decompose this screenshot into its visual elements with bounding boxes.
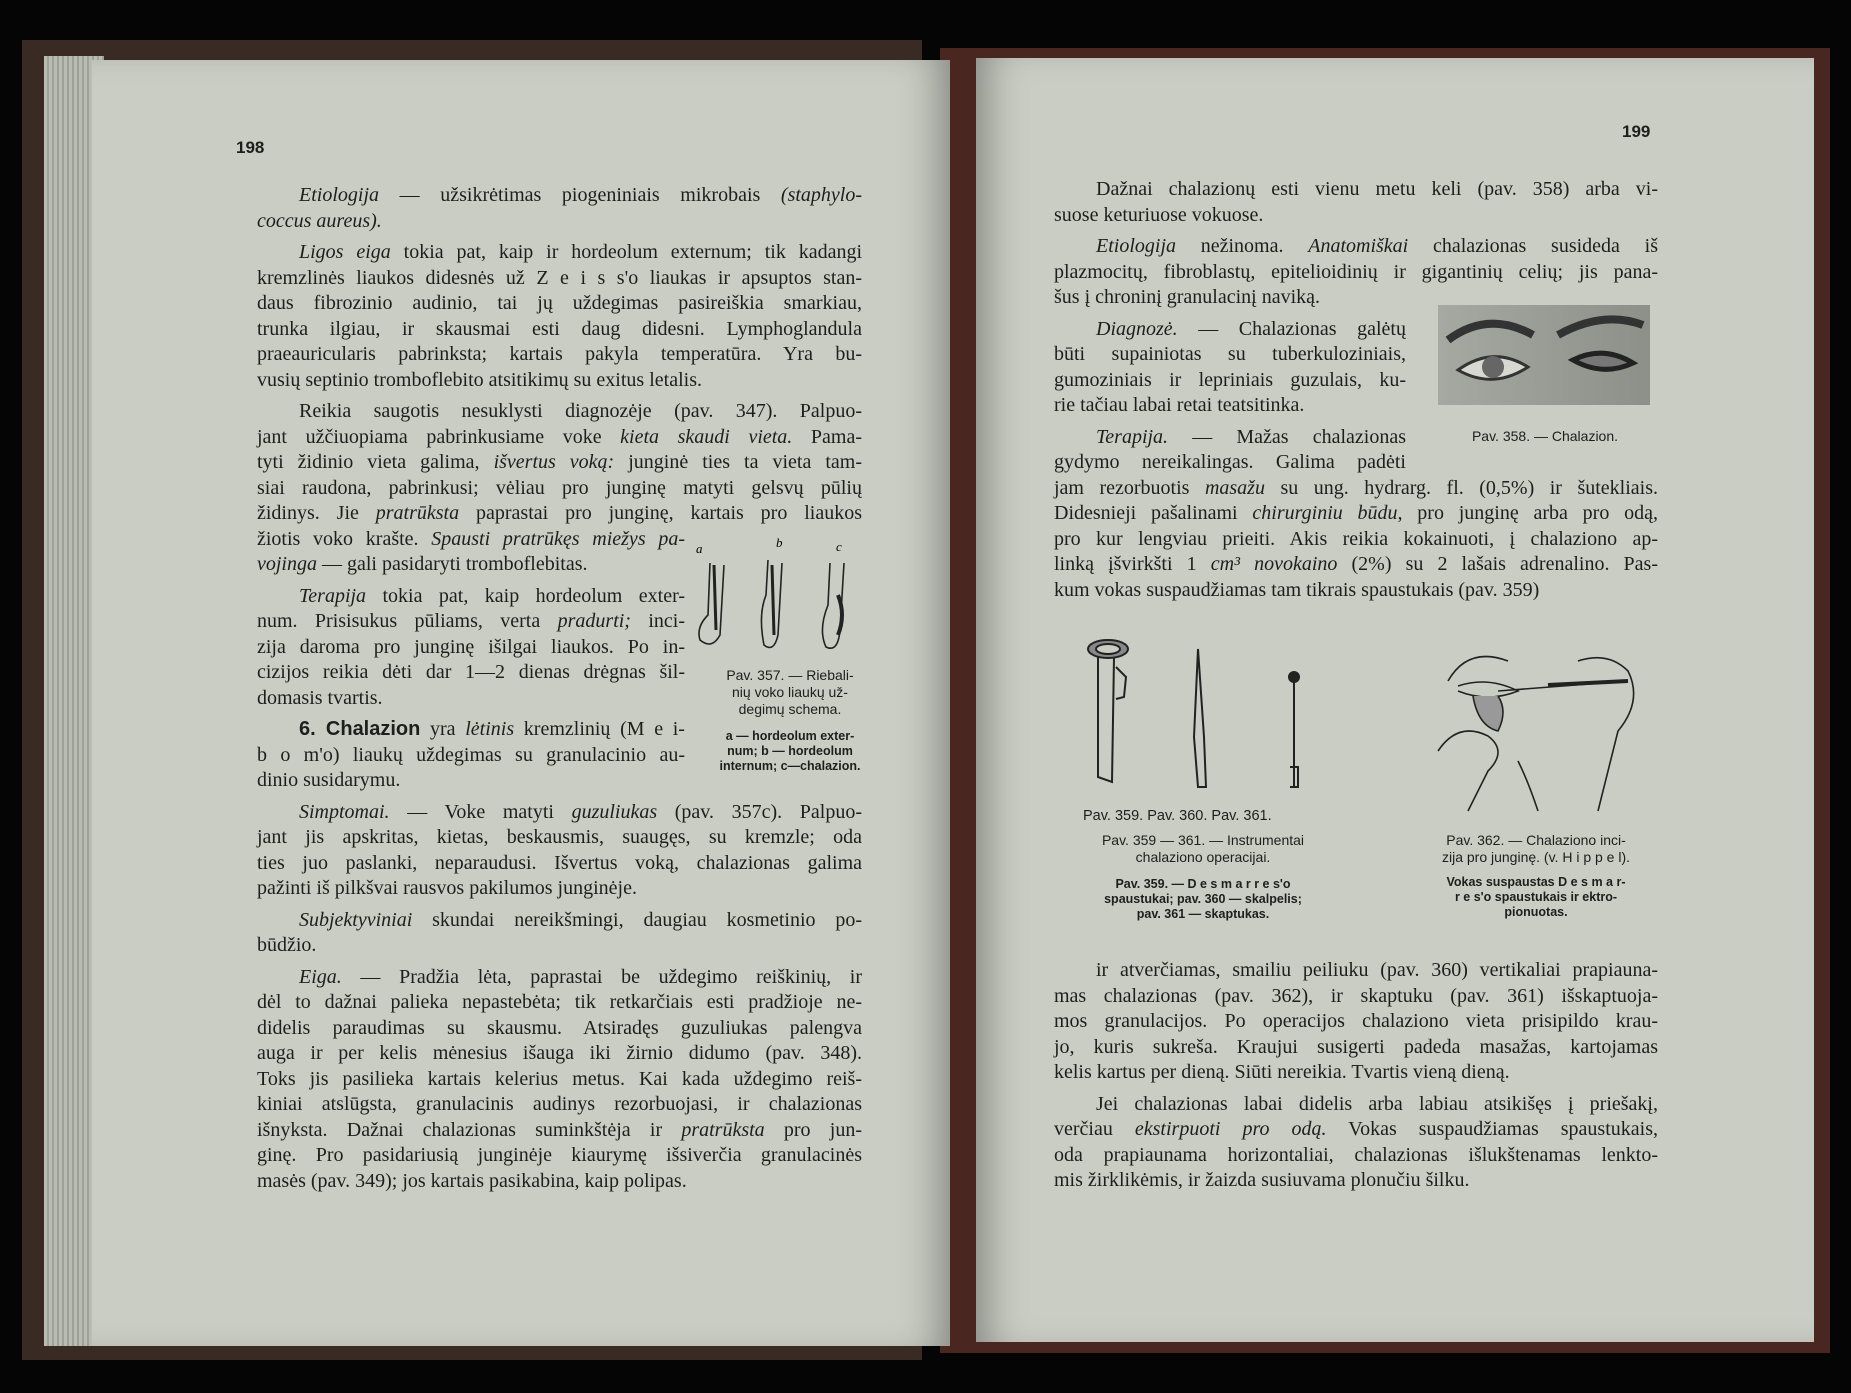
text-line xyxy=(1054,1060,1658,1086)
paragraph xyxy=(1054,958,1658,1086)
text-line xyxy=(1054,425,1406,451)
text-run: didelis paraudimas su skausmu. Atsiradęs guzuliukas palengva xyxy=(257,1016,862,1039)
paragraph xyxy=(1054,177,1658,228)
text-run: Vokas suspaudžiamas spaustukais, xyxy=(1326,1118,1658,1140)
text-run: junginė ties ta vieta tam- xyxy=(614,451,862,473)
text-line xyxy=(257,686,685,712)
figures-359-361-instruments xyxy=(1086,637,1312,789)
text-run: tokia pat, kaip ir hordeolum externum; tik kadangi xyxy=(390,241,862,263)
caption-line: Pav. 359 — 361. — Instrumentai xyxy=(1101,832,1305,848)
text-line xyxy=(257,266,862,292)
text-run: — Chalazionas galėtų xyxy=(1177,317,1406,340)
caption-line: degimų schema. xyxy=(738,701,842,717)
text-line xyxy=(257,183,862,209)
text-run: būdžio. xyxy=(257,934,317,956)
italic-text: ekstirpuoti pro odą. xyxy=(1134,1118,1327,1140)
text-run: dinio susidarymu. xyxy=(257,769,401,791)
text-run: gumoziniais ir lepriniais guzulais, ku- xyxy=(1054,368,1406,391)
text-run: kelis kartus per dieną. Siūti nereikia. Tvartis vieną dieną. xyxy=(1054,1061,1510,1083)
text-line xyxy=(257,1092,862,1118)
legend-line: r e s'o spaustukais ir ektro- xyxy=(1454,890,1618,904)
text-run: trunka ilgiau, ir skausmai esti daug didesni. Lymphoglandula xyxy=(257,317,862,340)
legend-line: a — hordeolum exter- xyxy=(725,729,855,743)
text-run: zija daroma pro junginę išilgai liaukos. Po in- xyxy=(257,635,685,658)
italic-text: cm³ novokaino xyxy=(1210,553,1338,575)
italic-text: išvertus voką: xyxy=(493,451,615,473)
paragraph xyxy=(257,240,862,393)
figure-362-legend xyxy=(1422,875,1650,920)
text-line xyxy=(1054,1143,1658,1169)
text-run: praeauricularis pabrinksta; kartais pakyla temperatūra. Yra bu- xyxy=(257,343,862,365)
text-run: pro junginę arba pro odą, xyxy=(1402,502,1658,524)
figures-359-361-caption xyxy=(1083,832,1323,866)
bold-text: 6. Chalazion xyxy=(299,718,421,740)
text-line xyxy=(257,584,685,610)
text-line xyxy=(257,876,862,902)
text-run: išnyksta. Dažnai chalazionas suminkštėja ir xyxy=(257,1118,682,1141)
italic-text: kieta skaudi vieta. xyxy=(620,425,793,448)
text-line xyxy=(257,1118,862,1144)
text-run: Reikia saugotis nesuklysti diagnozėje (pav. 347). Palpuo- xyxy=(299,400,862,422)
text-line xyxy=(257,1143,862,1169)
text-run: mis žirklikėmis, ir žaizda susiuvama plonučiu šilku. xyxy=(1054,1169,1470,1191)
text-run: domasis tvartis. xyxy=(257,686,383,709)
text-run: — Mažas chalazionas xyxy=(1168,425,1406,448)
text-run: suose keturiuose vokuose. xyxy=(1054,203,1264,226)
text-line xyxy=(257,851,862,877)
text-run: oda prapiaunama horizontaliai, chalazionas išlukštenamas lenkto- xyxy=(1054,1143,1658,1166)
text-line xyxy=(1054,234,1658,260)
text-run: dėl to dažnai palieka nepastebėta; tik retkarčiais esti pradžioje ne- xyxy=(257,991,862,1013)
text-line xyxy=(257,609,685,635)
figure-357-caption xyxy=(710,667,870,718)
text-run: — gali pasidaryti tromboflebitas. xyxy=(317,553,588,575)
text-line xyxy=(257,717,685,743)
text-run: jo, kuris sukreša. Kraujui susigerti padeda masažas, kartojamas xyxy=(1054,1035,1658,1058)
paragraph xyxy=(1054,234,1658,311)
text-run: kremzlinių (M e i- xyxy=(514,718,685,740)
italic-text: Simptomai. xyxy=(299,800,390,823)
caption-line: chalaziono operacijai. xyxy=(1135,849,1271,865)
text-run: nežinoma. xyxy=(1176,235,1309,257)
text-run: mos granulacijos. Po operacijos chalaziono vieta prisipildo krau- xyxy=(1054,1010,1658,1032)
text-line xyxy=(1054,1117,1658,1143)
text-run: Toks jis pasilieka kartais kelerius metus. Kai kada uždegimo reiš- xyxy=(257,1067,862,1090)
text-run: jant jis apskritas, kietas, beskausmis, suaugęs, su kremzle; oda xyxy=(257,826,862,848)
text-run: židinys. Jie xyxy=(257,502,376,524)
text-line xyxy=(257,399,862,425)
text-run: — Pradžia lėta, paprastai be uždegimo reiškinių, ir xyxy=(341,965,862,988)
text-line xyxy=(1054,317,1406,343)
text-line xyxy=(1054,1168,1658,1194)
text-run: jant užčiuopiama pabrinkusiame voke xyxy=(257,425,621,448)
figure-362-incision-drawing xyxy=(1428,641,1654,813)
italic-text: Spausti pratrūkęs miežys pa- xyxy=(431,527,685,550)
text-line xyxy=(1054,1092,1658,1118)
text-run: pro jun- xyxy=(764,1118,862,1141)
text-line xyxy=(1054,342,1406,368)
text-run: plazmocitų, fibroblastų, epitelioidinių ir gigantinių celių; jis pana- xyxy=(1054,260,1658,283)
text-line xyxy=(257,425,862,451)
caption-line: Pav. 357. — Riebali- xyxy=(726,667,854,683)
text-line xyxy=(1054,984,1658,1010)
text-run: kiniai atslūgsta, granulacinis audinys rezorbuojasi, ir chalazionas xyxy=(257,1093,862,1115)
text-line xyxy=(1054,260,1658,286)
text-run: ties juo paslanki, neparaudusi. Išvertus voką, chalazionas galima xyxy=(257,851,862,874)
text-run: kremzlinės liaukos didesnės už Z e i s s'o liaukas ir apsuptos stan- xyxy=(257,266,862,289)
paragraph xyxy=(257,965,862,1195)
text-line xyxy=(257,291,862,317)
italic-text: Etiologija xyxy=(299,184,379,206)
text-line xyxy=(257,209,862,235)
text-line xyxy=(257,240,862,266)
figures-359-361-legend xyxy=(1083,877,1323,922)
text-run: (pav. 357c). Palpuo- xyxy=(657,800,862,823)
text-run: linką įšvirkšti 1 xyxy=(1054,553,1211,575)
text-run: žiotis voko krašte. xyxy=(257,527,432,550)
italic-text: coccus aureus). xyxy=(257,209,382,232)
text-line xyxy=(1054,450,1406,476)
figure-label-c: c xyxy=(836,539,842,554)
text-line xyxy=(1054,476,1658,502)
text-line xyxy=(257,908,862,934)
right-page-text-bottom xyxy=(1054,958,1658,1194)
paragraph xyxy=(1054,425,1658,604)
figure-357-gland-schema xyxy=(688,535,870,660)
figure-358-caption: Pav. 358. — Chalazion. xyxy=(1471,428,1619,444)
text-run: tokia pat, kaip hordeolum exter- xyxy=(366,584,685,607)
text-run: Didesnieji pašalinami xyxy=(1054,502,1253,524)
text-run: vusių septinio tromboflebito atsitikimų su exitus letalis. xyxy=(257,368,702,391)
text-run: pro kur lengviau prieiti. Akis reikia kokainuoti, į chalaziono ap- xyxy=(1054,527,1658,550)
text-line xyxy=(257,660,685,686)
italic-text: pratrūksta xyxy=(681,1118,765,1141)
page-number-left: 198 xyxy=(236,138,265,157)
text-run: mas chalazionas (pav. 362), ir skaptuku (pav. 361) išskaptuoja- xyxy=(1054,984,1658,1007)
text-line xyxy=(1054,578,1658,604)
text-line xyxy=(257,342,862,368)
legend-line: pav. 361 — skaptukas. xyxy=(1136,907,1270,921)
text-run: siai raudona, pabrinkusi; vėliau pro junginę matyti gelsvų pūlių xyxy=(257,476,862,499)
caption-line: Pav. 362. — Chalaziono inci- xyxy=(1446,832,1626,848)
text-line xyxy=(257,552,685,578)
text-line xyxy=(1054,552,1658,578)
text-run: daus fibrozinio audinio, tai jų uždegimas pasireiškia smarkiau, xyxy=(257,292,862,314)
text-line xyxy=(1054,368,1406,394)
italic-text: Terapija xyxy=(299,584,367,607)
text-run: paprastai pro junginę, kartais pro liaukos xyxy=(459,502,862,524)
text-line xyxy=(257,450,862,476)
text-line xyxy=(257,1016,862,1042)
text-line xyxy=(1054,527,1658,553)
text-run: — Voke matyti xyxy=(389,800,572,823)
text-run: inci- xyxy=(630,610,685,632)
text-run: šus į chroninį granulacinį naviką. xyxy=(1054,286,1321,308)
text-line xyxy=(257,1067,862,1093)
figure-label-b: b xyxy=(776,535,783,550)
figures-359-361-labels: Pav. 359. Pav. 360. Pav. 361. xyxy=(1083,808,1272,824)
text-run: num. Prisisukus pūliams, verta xyxy=(257,610,558,632)
figure-358-eye-photo xyxy=(1438,305,1650,405)
text-line xyxy=(257,768,685,794)
text-line xyxy=(257,501,862,527)
italic-text: (staphylo- xyxy=(780,184,862,206)
text-run: rie tačiau labai retai teatsitinka. xyxy=(1054,394,1305,416)
paragraph xyxy=(257,908,862,959)
text-run: ginę. Pro pasidariusią junginėje kiaurymę išsiverčia granulacinės xyxy=(257,1144,862,1166)
page-number-right: 199 xyxy=(1622,122,1651,141)
italic-text: Subjektyviniai xyxy=(299,908,413,931)
text-line xyxy=(1054,1035,1658,1061)
figure-362-caption xyxy=(1422,832,1650,866)
text-run: Jei chalazionas labai didelis arba labiau atsikišęs į priešakį, xyxy=(1096,1092,1658,1115)
italic-text: masažu xyxy=(1204,476,1265,499)
text-run: kum vokas suspaudžiamas tam tikrais spaustukais (pav. 359) xyxy=(1054,578,1540,601)
text-line xyxy=(257,933,862,959)
text-line xyxy=(257,800,862,826)
legend-line: Vokas suspaustas D e s m a r- xyxy=(1446,875,1626,889)
text-line xyxy=(257,476,862,502)
text-run: — užsikrėtimas piogeniniais mikrobais xyxy=(379,184,781,206)
paragraph xyxy=(1054,1092,1658,1194)
text-line xyxy=(1054,203,1658,229)
text-run: (2%) su 2 lašais adrenalino. Pas- xyxy=(1337,553,1658,575)
italic-text: Anatomiškai xyxy=(1308,235,1409,257)
legend-line: pionuotas. xyxy=(1504,905,1568,919)
text-line xyxy=(257,1041,862,1067)
italic-text: Terapija. xyxy=(1096,425,1169,448)
italic-text: lėtinis xyxy=(465,718,515,740)
text-line xyxy=(257,965,862,991)
italic-text: Etiologija xyxy=(1096,235,1176,257)
text-line xyxy=(1054,958,1658,984)
text-line xyxy=(1054,1009,1658,1035)
text-line xyxy=(1054,501,1658,527)
text-line xyxy=(257,527,685,553)
text-run: verčiau xyxy=(1054,1118,1135,1140)
text-run: su ung. hydrarg. fl. (0,5%) ir šutekliais. xyxy=(1264,476,1658,499)
text-line xyxy=(1054,177,1658,203)
text-line xyxy=(257,368,862,394)
italic-text: pratrūksta xyxy=(375,502,460,524)
italic-text: Eiga. xyxy=(299,965,342,988)
text-line xyxy=(1054,393,1406,419)
italic-text: vojinga xyxy=(257,553,317,575)
text-run: masės (pav. 349); jos kartais pasikabina, kaip polipas. xyxy=(257,1169,687,1192)
text-run: tyti židinio vieta galima, xyxy=(257,451,494,473)
caption-line: nių voko liaukų už- xyxy=(732,684,848,700)
italic-text: Ligos eiga xyxy=(299,241,391,263)
italic-text: chirurginiu būdu, xyxy=(1252,502,1403,524)
legend-line: Pav. 359. — D e s m a r r e s'o xyxy=(1115,877,1291,891)
paragraph xyxy=(257,800,862,902)
legend-line: internum; c—chalazion. xyxy=(719,759,861,773)
caption-line: zija pro junginę. (v. H i p p e l). xyxy=(1441,849,1631,865)
italic-text: Diagnozė. xyxy=(1096,317,1178,340)
text-run: skundai nereikšmingi, daugiau kosmetinio po- xyxy=(412,908,862,931)
text-run: Dažnai chalazionų esti vienu metu keli (pav. 358) arba vi- xyxy=(1096,178,1658,200)
text-run: yra xyxy=(420,718,466,740)
text-run: auga ir per kelis mėnesius išauga iki žirnio didumo (pav. 348). xyxy=(257,1042,862,1064)
text-line xyxy=(257,743,685,769)
text-run: pažinti iš pilkšvai rausvos pakilumos junginėje. xyxy=(257,877,637,899)
paragraph xyxy=(257,183,862,234)
figure-357-legend xyxy=(710,729,870,774)
text-run: Pama- xyxy=(792,425,862,448)
text-line xyxy=(257,317,862,343)
text-run: chalazionas susideda iš xyxy=(1408,235,1658,257)
text-line xyxy=(257,825,862,851)
text-line xyxy=(257,635,685,661)
italic-text: pradurti; xyxy=(557,610,631,632)
text-run: b o m'o) liaukų uždegimas su granulacinio au- xyxy=(257,743,685,766)
text-run: jam rezorbuotis xyxy=(1054,476,1205,499)
text-line xyxy=(257,990,862,1016)
figure-label-a: a xyxy=(696,541,703,556)
text-run: ir atverčiamas, smailiu peiliuku (pav. 360) vertikaliai prapiauna- xyxy=(1096,959,1658,981)
legend-line: spaustukai; pav. 360 — skalpelis; xyxy=(1104,892,1302,906)
legend-line: num; b — hordeolum xyxy=(727,744,853,758)
text-run: būti supainiotas su tuberkuloziniais, xyxy=(1054,343,1406,365)
text-run: cizijos reikia dėti dar 1—2 dienas drėgnas šil- xyxy=(257,661,685,683)
italic-text: guzuliukas xyxy=(571,800,658,823)
text-run: gydymo nereikalingas. Galima padėti xyxy=(1054,451,1406,473)
text-line xyxy=(257,1169,862,1195)
